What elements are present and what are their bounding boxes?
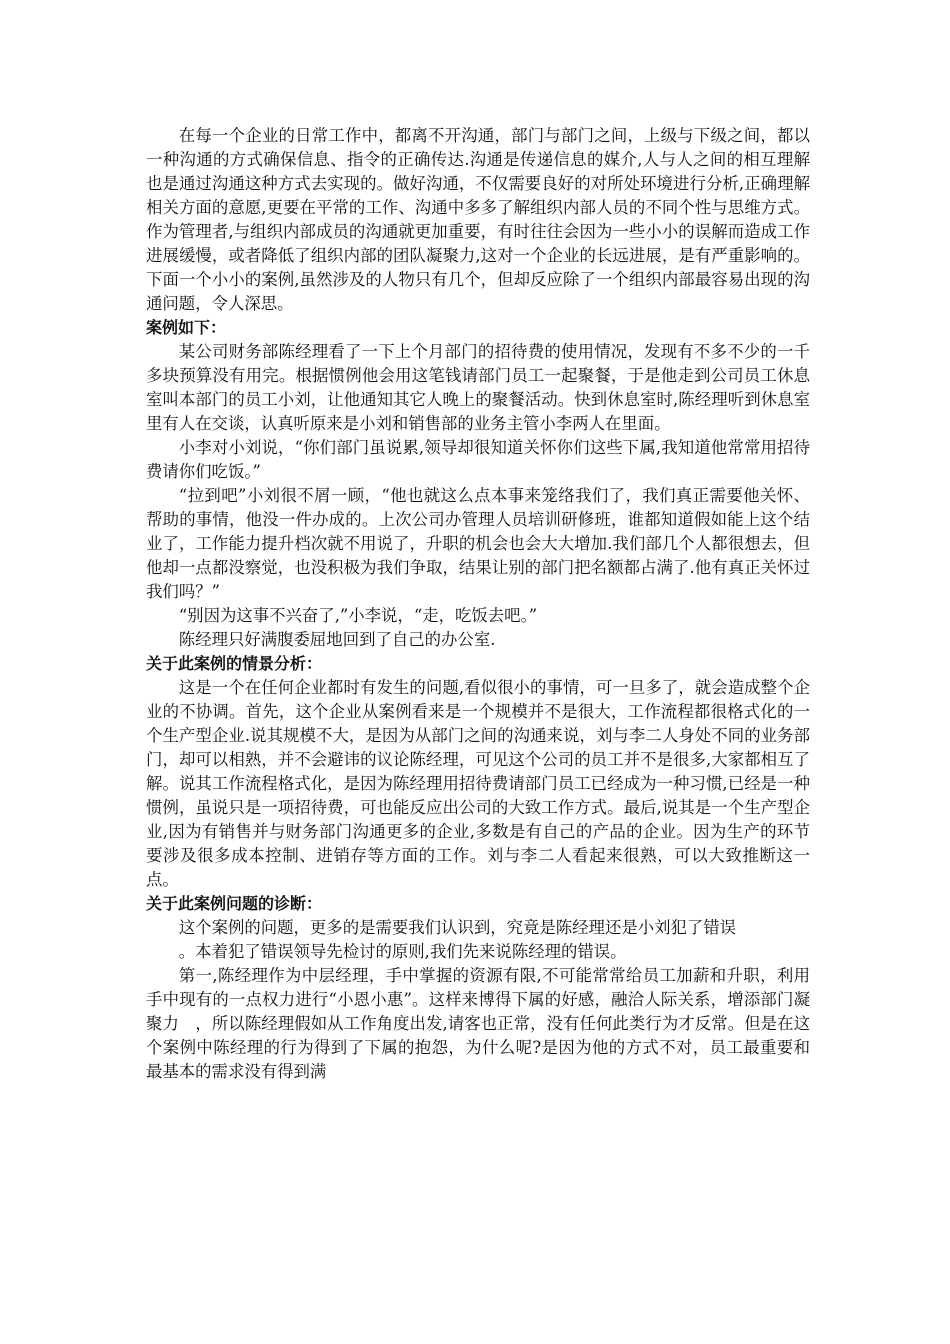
document-body [146, 124, 810, 1084]
case-paragraph-2: 小李对小刘说，“你们部门虽说累,领导却很知道关怀你们这些下属,我知道他常常用招待费请你们吃饭。” [146, 438, 810, 481]
diagnosis-paragraph-3: 第一,陈经理作为中层经理，手中掌握的资源有限,不可能常常给员工加薪和升职，利用手中现有的一点权力进行“小恩小惠”。这样来博得下属的好感，融洽人际关系，增添部门凝聚力 ，所以陈经理假如从工作角度出发,请客也正常，没有任何此类行为才反常。但是在这个案例中陈经理的行为得到了下属的抱怨，为什么呢?是因为他的方式不对，员工最重要和最基本的需求没有得到满 [146, 966, 810, 1081]
diagnosis-heading: 关于此案例问题的诊断： [146, 894, 323, 913]
case-paragraph-1: 某公司财务部陈经理看了一下上个月部门的招待费的使用情况，发现有不多不少的一千多块预算没有用完。根据惯例他会用这笔钱请部门员工一起聚餐，于是他走到公司员工休息室叫本部门的员工小刘，让他通知其它人晚上的聚餐活动。快到休息室时,陈经理听到休息室里有人在交谈，认真听原来是小刘和销售部的业务主管小李两人在里面。 [146, 342, 810, 433]
case-paragraph-4: “别因为这事不兴奋了,”小李说，“走，吃饭去吧。” [178, 606, 538, 625]
analysis-paragraph-1: 这是一个在任何企业都时有发生的问题,看似很小的事情，可一旦多了，就会造成整个企业的不协调。首先，这个企业从案例看来是一个规模并不是很大，工作流程都很格式化的一个生产型企业.说其规模不大，是因为从部门之间的沟通来说，刘与李二人身处不同的业务部门，却可以相熟，并不会避讳的议论陈经理，可见这个公司的员工并不是很多,大家都相互了解。说其工作流程格式化，是因为陈经理用招待费请部门员工已经成为一种习惯,已经是一种惯例，虽说只是一项招待费，可也能反应出公司的大致工作方式。最后,说其是一个生产型企业,因为有销售并与财务部门沟通更多的企业,多数是有自己的产品的企业。因为生产的环节要涉及很多成本控制、进销存等方面的工作。刘与李二人看起来很熟，可以大致推断这一点。 [146, 678, 810, 889]
intro-paragraph: 在每一个企业的日常工作中，都离不开沟通，部门与部门之间，上级与下级之间，都以一种沟通的方式确保信息、指令的正确传达.沟通是传递信息的媒介,人与人之间的相互理解也是通过沟通这种方式去实现的。做好沟通，不仅需要良好的对所处环境进行分析,正确理解相关方面的意愿,更要在平常的工作、沟通中多多了解组织内部人员的不同个性与思维方式。作为管理者,与组织内部成员的沟通就更加重要，有时往往会因为一些小小的误解而造成工作进展缓慢，或者降低了组织内部的团队凝聚力,这对一个企业的长远进展，是有严重影响的。下面一个小小的案例,虽然涉及的人物只有几个，但却反应除了一个组织内部最容易出现的沟通问题，令人深思。 [146, 126, 810, 313]
analysis-heading: 关于此案例的情景分析： [146, 654, 323, 673]
case-paragraph-5: 陈经理只好满腹委屈地回到了自己的办公室. [178, 630, 496, 649]
case-heading: 案例如下： [146, 318, 227, 337]
diagnosis-paragraph-1: 这个案例的问题，更多的是需要我们认识到，究竟是陈经理还是小刘犯了错误 [178, 918, 737, 937]
case-paragraph-3: “拉到吧”小刘很不屑一顾，“他也就这么点本事来笼络我们了，我们真正需要他关怀、帮助的事情，他没一件办成的。上次公司办管理人员培训研修班，谁都知道假如能上这个结业了，工作能力提升档次就不用说了，升职的机会也会大大增加.我们部几个人都很想去，但他却一点都没察觉，也没积极为我们争取，结果让别的部门把名额都占满了.他有真正关怀过我们吗？” [146, 486, 810, 601]
diagnosis-paragraph-2: 。本着犯了错误领导先检讨的原则,我们先来说陈经理的错误。 [178, 942, 627, 961]
